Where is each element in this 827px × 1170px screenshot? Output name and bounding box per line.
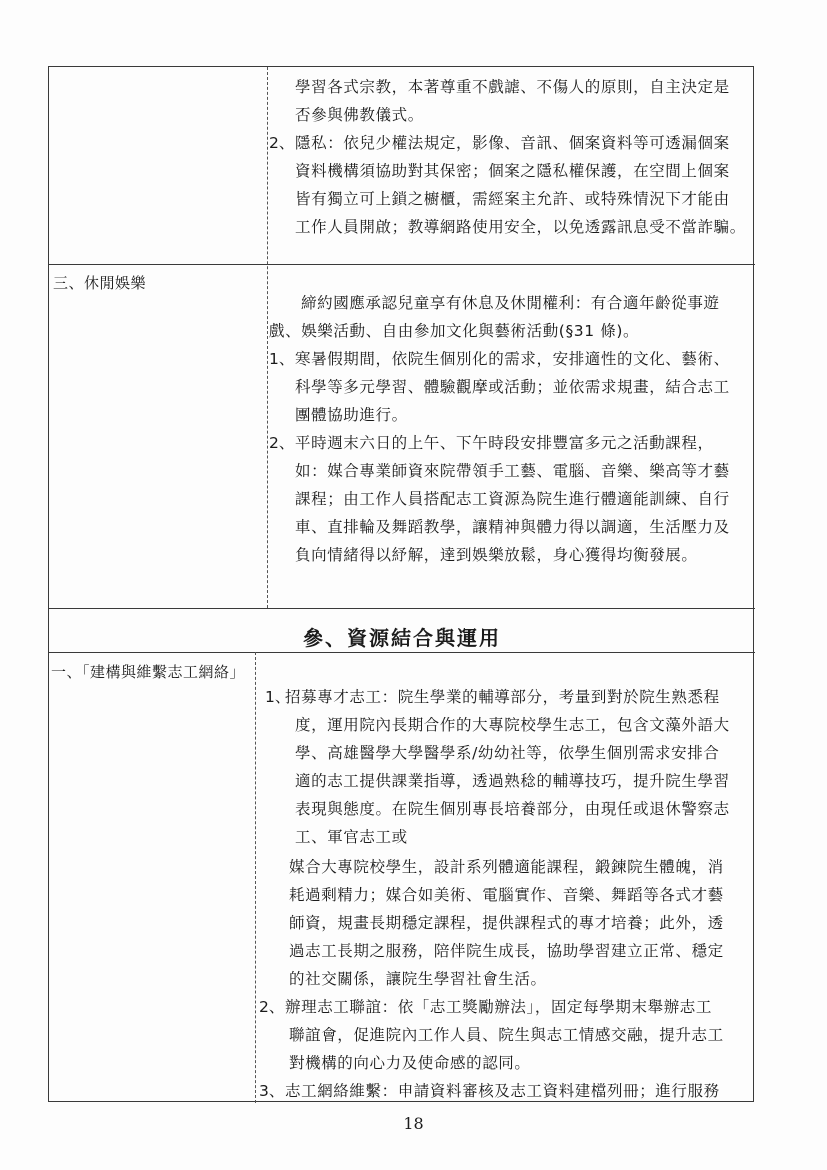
- document-table: [48, 66, 754, 1102]
- text-line: 資料機構須協助對其保密；個案之隱私權保護，在空間上個案: [295, 162, 730, 180]
- column-divider: [255, 652, 256, 1103]
- text-line: 學習各式宗教，本著尊重不戲謔、不傷人的原則，自主決定是: [295, 78, 730, 96]
- text-line: 負向情緒得以紓解，達到娛樂放鬆，身心獲得均衡發展。: [295, 546, 698, 564]
- column-divider: [267, 67, 268, 608]
- text-line: 課程；由工作人員搭配志工資源為院生進行體適能訓練、自行: [295, 490, 730, 508]
- list-number: 3、: [259, 1082, 285, 1100]
- row-divider-leisure-heading: [49, 608, 755, 609]
- text-line: 度，運用院內長期合作的大專院校學生志工，包含文藻外語大: [295, 716, 730, 734]
- text-line: 媒合大專院校學生，設計系列體適能課程，鍛鍊院生體魄，消: [289, 858, 724, 876]
- text-line: 辦理志工聯誼：依「志工獎勵辦法」，固定每學期末舉辦志工: [285, 998, 712, 1016]
- list-number: 2、: [269, 134, 295, 152]
- text-line: 適的志工提供課業指導，透過熟稔的輔導技巧，提升院生學習: [295, 772, 730, 790]
- text-line: 皆有獨立可上鎖之櫥櫃，需經案主允許、或特殊情況下才能由: [295, 190, 730, 208]
- text-line: 寒暑假期間，依院生個別化的需求，安排適性的文化、藝術、: [295, 350, 730, 368]
- section-heading: 參、資源結合與運用: [303, 626, 501, 650]
- text-line: 科學等多元學習、體驗觀摩或活動；並依需求規畫，結合志工: [295, 378, 730, 396]
- text-line: 聯誼會，促進院內工作人員、院生與志工情感交融，提升志工: [289, 1026, 724, 1044]
- text-line: 的社交關係，讓院生學習社會生活。: [289, 970, 547, 988]
- text-line: 表現與態度。在院生個別專長培養部分，由現任或退休警察志: [295, 800, 730, 818]
- row-divider-privacy-leisure: [49, 264, 755, 265]
- list-number: 1、: [269, 350, 295, 368]
- text-line: 招募專才志工：院生學業的輔導部分，考量到對於院生熟悉程: [285, 688, 720, 706]
- text-line: 對機構的向心力及使命感的認同。: [289, 1054, 531, 1072]
- text-line: 志工網絡維繫：申請資料審核及志工資料建檔列冊；進行服務: [285, 1082, 720, 1100]
- text-line: 工、軍官志工或: [295, 828, 408, 846]
- text-line: 戲、娛樂活動、自由參加文化與藝術活動(§31 條)。: [269, 322, 640, 340]
- page-number: 18: [403, 1114, 424, 1133]
- text-line: 車、直排輪及舞蹈教學，讓精神與體力得以調適，生活壓力及: [295, 518, 730, 536]
- text-line: 否參與佛教儀式。: [295, 106, 424, 124]
- text-line: 締約國應承認兒童享有休息及休閒權利：有合適年齡從事遊: [301, 294, 720, 312]
- section-label-leisure: 三、休閒娛樂: [53, 274, 147, 292]
- text-line: 學、高雄醫學大學醫學系/幼幼社等，依學生個別需求安排合: [295, 744, 720, 762]
- text-line: 師資，規畫長期穩定課程，提供課程式的專才培養；此外，透: [289, 914, 724, 932]
- list-number: 2、: [269, 434, 295, 452]
- list-number: 2、: [259, 998, 285, 1016]
- list-number: 1、: [265, 688, 291, 706]
- text-line: 過志工長期之服務，陪伴院生成長，協助學習建立正常、穩定: [289, 942, 724, 960]
- text-line: 隱私：依兒少權法規定，影像、音訊、個案資料等可透漏個案: [295, 134, 730, 152]
- text-line: 平時週末六日的上午、下午時段安排豐富多元之活動課程，: [295, 434, 714, 452]
- text-line: 耗過剩精力；媒合如美術、電腦實作、音樂、舞蹈等各式才藝: [289, 886, 724, 904]
- row-divider-heading-volunteer: [49, 652, 755, 653]
- text-line: 如：媒合專業師資來院帶領手工藝、電腦、音樂、樂高等才藝: [295, 462, 730, 480]
- text-line: 工作人員開啟；教導網路使用安全，以免透露訊息受不當詐騙。: [295, 218, 746, 236]
- section-label-volunteer: 一、「建構與維繫志工網絡」: [51, 663, 246, 681]
- text-line: 團體協助進行。: [295, 406, 408, 424]
